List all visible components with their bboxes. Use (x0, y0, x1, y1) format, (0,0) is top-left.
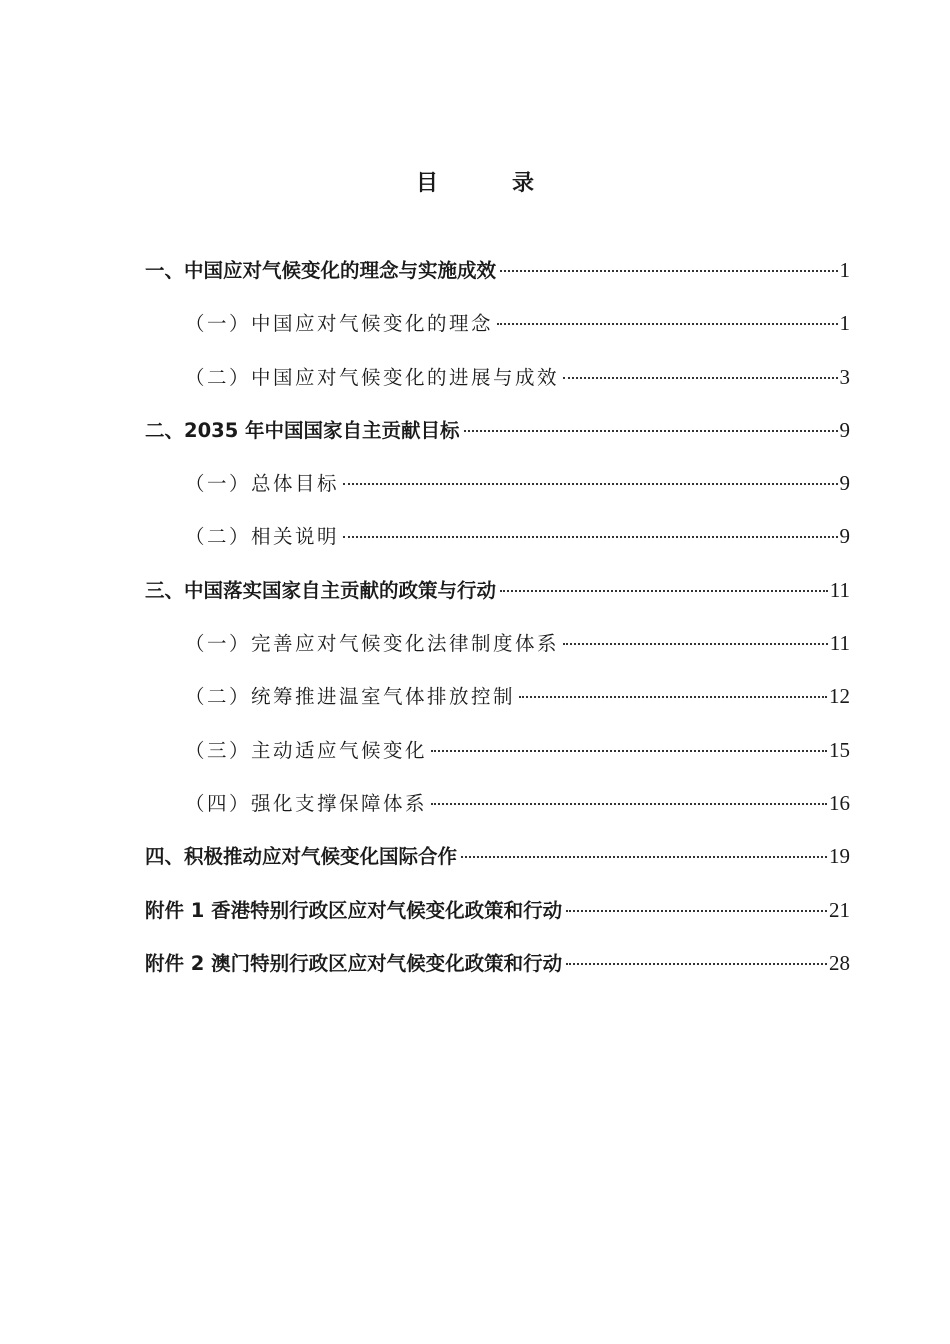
dot-leader (563, 643, 828, 645)
dot-leader (461, 856, 827, 858)
toc-entry-appendix-2[interactable] (145, 945, 850, 998)
toc-entry-subsection-2-2[interactable] (145, 518, 850, 571)
toc-page-number: 9 (839, 471, 850, 496)
dot-leader (431, 803, 827, 805)
toc-entry-subsection-3-3[interactable] (145, 732, 850, 785)
toc-entry-text: （四）强化支撑保障体系 (185, 791, 428, 815)
dot-leader (566, 963, 827, 965)
toc-entry-text: （二）统筹推进温室气体排放控制 (185, 685, 516, 709)
toc-entry-subsection-1-1[interactable] (145, 305, 850, 358)
toc-page-number: 16 (829, 790, 850, 815)
toc-page-number: 19 (829, 844, 850, 869)
toc-entry-text: （三）主动适应气候变化 (185, 738, 428, 762)
toc-entry-text: 二、2035 年中国国家自主贡献目标 (145, 418, 460, 442)
table-of-contents (145, 252, 850, 998)
toc-page-number: 21 (829, 897, 850, 922)
toc-page-number: 15 (829, 737, 850, 762)
toc-entry-appendix-1[interactable] (145, 892, 850, 945)
toc-entry-subsection-1-2[interactable] (145, 359, 850, 412)
toc-entry-text: （一）中国应对气候变化的理念 (185, 312, 494, 336)
toc-page-number: 11 (829, 631, 850, 656)
dot-leader (343, 536, 837, 538)
toc-entry-section-4[interactable] (145, 838, 850, 891)
toc-entry-subsection-3-4[interactable] (145, 785, 850, 838)
toc-page-number: 9 (839, 524, 850, 549)
toc-entry-text: 附件 1 香港特别行政区应对气候变化政策和行动 (145, 898, 563, 922)
toc-entry-text: （二）相关说明 (185, 525, 340, 549)
toc-page-number: 28 (829, 950, 850, 975)
toc-entry-section-2[interactable] (145, 412, 850, 465)
toc-entry-section-3[interactable] (145, 572, 850, 625)
toc-entry-text: （一）完善应对气候变化法律制度体系 (185, 632, 560, 656)
toc-entry-section-1[interactable] (145, 252, 850, 305)
dot-leader (519, 696, 827, 698)
dot-leader (500, 590, 828, 592)
toc-entry-text: 三、中国落实国家自主贡献的政策与行动 (145, 578, 497, 602)
toc-page-number: 12 (829, 684, 850, 709)
toc-entry-text: （一）总体目标 (185, 472, 340, 496)
dot-leader (464, 430, 838, 432)
dot-leader (343, 483, 837, 485)
toc-entry-subsection-2-1[interactable] (145, 465, 850, 518)
toc-entry-text: 附件 2 澳门特别行政区应对气候变化政策和行动 (145, 951, 563, 975)
toc-page-number: 9 (839, 417, 850, 442)
toc-entry-text: 四、积极推动应对气候变化国际合作 (145, 845, 458, 869)
dot-leader (431, 750, 827, 752)
dot-leader (566, 910, 827, 912)
dot-leader (563, 377, 837, 379)
toc-entry-subsection-3-2[interactable] (145, 678, 850, 731)
dot-leader (497, 323, 837, 325)
toc-page-number: 3 (839, 364, 850, 389)
dot-leader (500, 270, 837, 272)
toc-title: 目 录 (415, 171, 560, 196)
toc-page-number: 11 (829, 577, 850, 602)
toc-entry-text: （二）中国应对气候变化的进展与成效 (185, 365, 560, 389)
toc-page-number: 1 (839, 311, 850, 336)
toc-entry-text: 一、中国应对气候变化的理念与实施成效 (145, 259, 497, 282)
toc-page-number: 1 (839, 258, 850, 282)
toc-entry-subsection-3-1[interactable] (145, 625, 850, 678)
